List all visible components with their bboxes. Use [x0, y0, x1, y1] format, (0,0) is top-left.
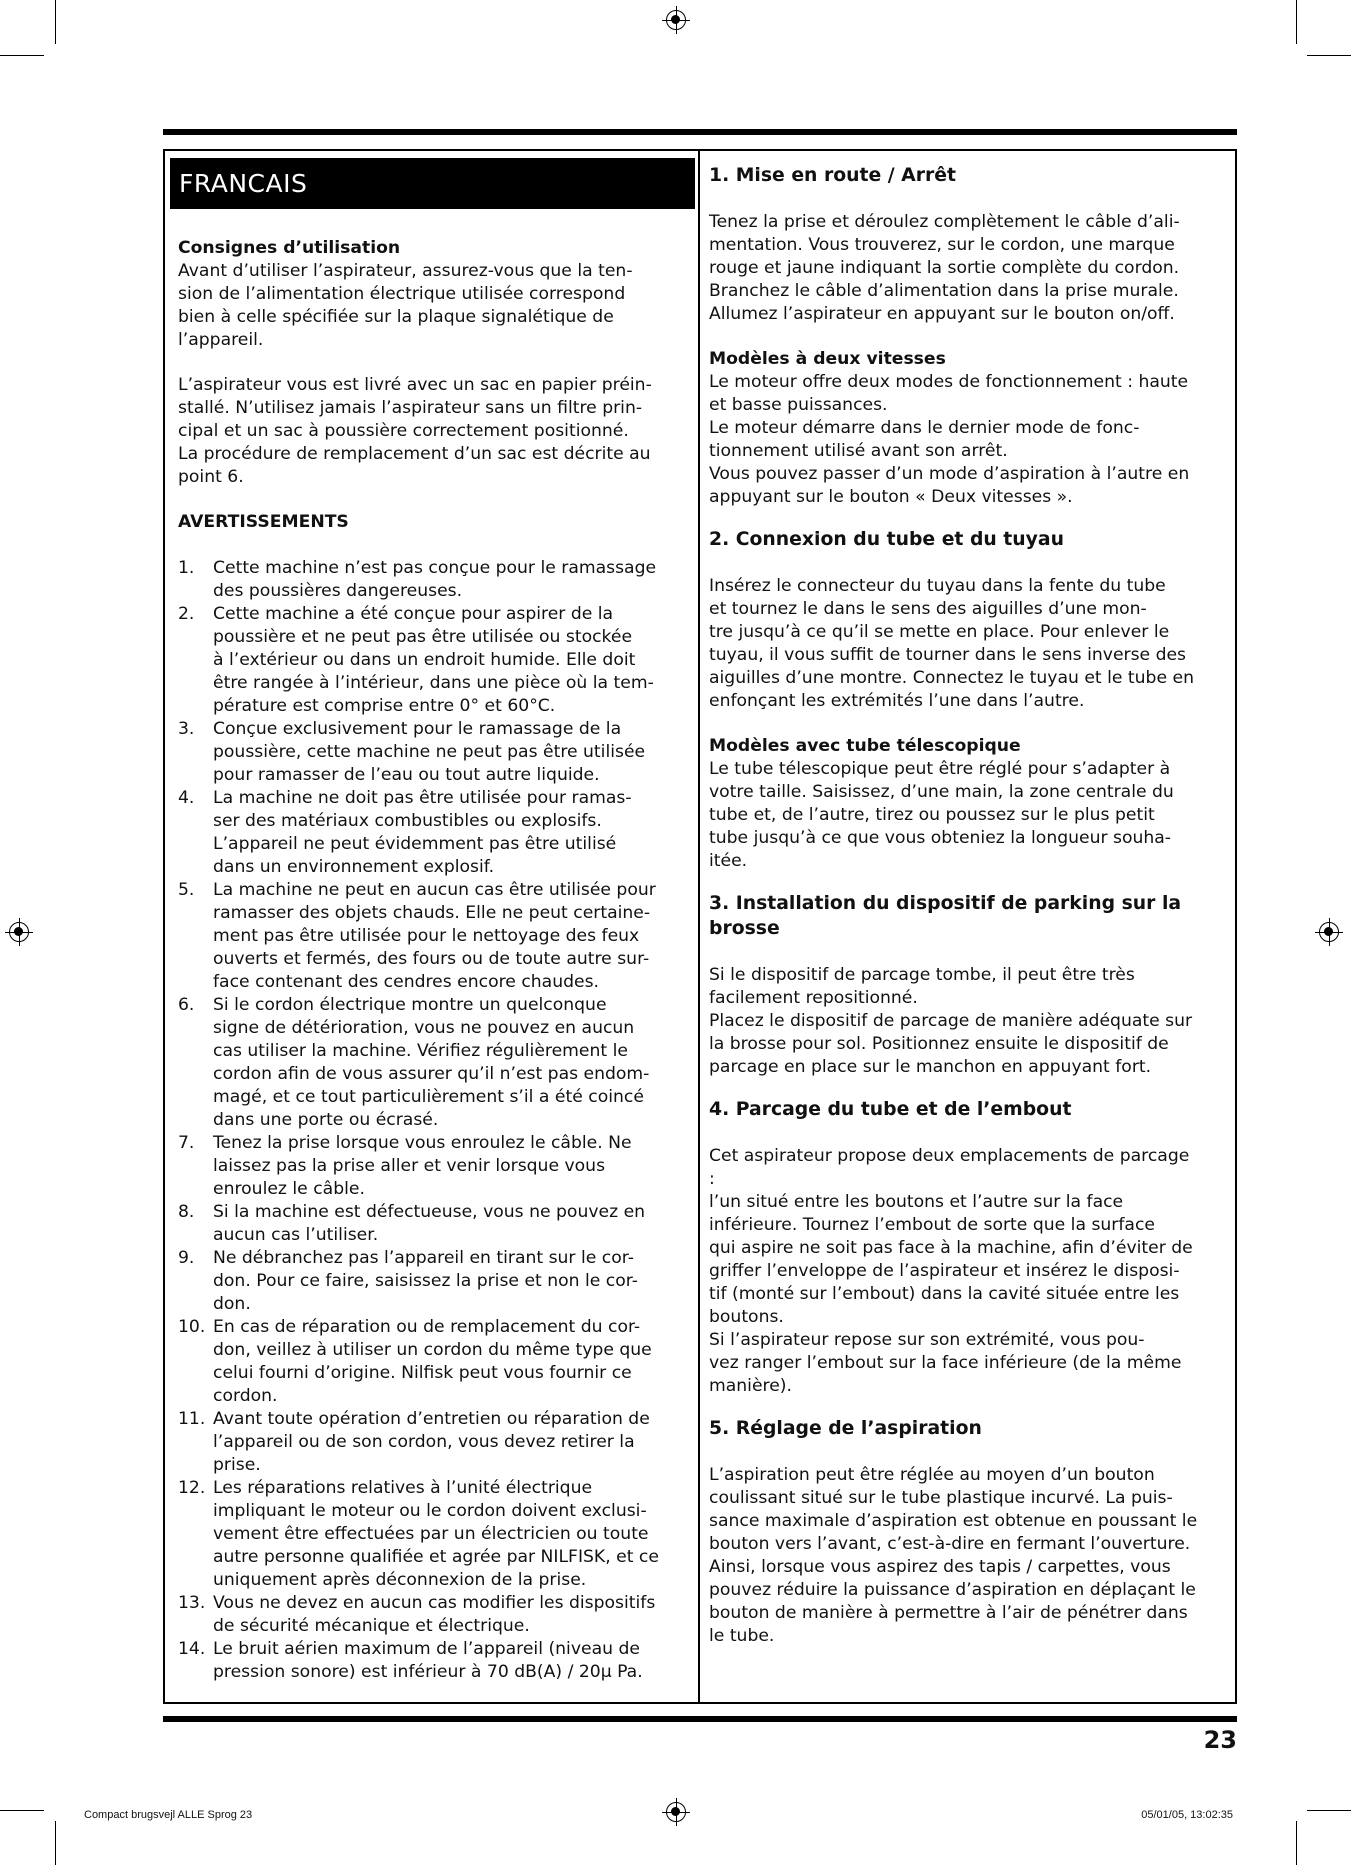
- crop-mark: [1296, 0, 1297, 44]
- warning-item: 14. Le bruit aérien maximum de l’appareil (niveau de pression sonore) est inférieur à 70 dB(A) / 20μ Pa.: [178, 1639, 643, 1682]
- warning-item: 8. Si la machine est défectueuse, vous ne pouvez en aucun cas l’utiliser.: [178, 1202, 646, 1245]
- page-number: 23: [1203, 1726, 1237, 1754]
- warnings-title: AVERTISSEMENTS: [178, 512, 349, 532]
- right-column: [709, 163, 1229, 1666]
- consignes-title: Consignes d’utilisation: [178, 238, 401, 258]
- warning-item: 12. Les réparations relatives à l’unité électrique impliquant le moteur ou le cordon doivent exclusi- vement être effectuées par un électricien ou toute autre personne qualifiée et agrée par NILFISK, et ce uniquement après déconnexion de la prise.: [178, 1478, 659, 1590]
- crop-mark: [55, 1821, 56, 1865]
- crop-mark: [1307, 1810, 1351, 1811]
- crop-mark: [0, 55, 44, 56]
- column-divider: [698, 149, 700, 1704]
- section-2-subtext: Le tube télescopique peut être réglé pour s’adapter à votre taille. Saisissez, d’une main, la zone centrale du tube et, de l’autre, tirez ou poussez sur le plus petit tube jusqu’à ce que vous obteniez la longueur souha- itée.: [709, 759, 1174, 871]
- warning-item: 3. Conçue exclusivement pour le ramassage de la poussière, cette machine ne peut pas être utilisée pour ramasser de l’eau ou tout autre liquide.: [178, 719, 646, 785]
- section-2-subtitle: Modèles avec tube télescopique: [709, 736, 1021, 756]
- warnings-list: [178, 557, 686, 1684]
- left-column: [178, 237, 686, 1684]
- section-1-subtext: Le moteur offre deux modes de fonctionnement : haute et basse puissances. Le moteur démarre dans le dernier mode de fonc- tionnement utilisé avant son arrêt. Vous pouvez passer d’un mode d’aspiration à l’autre en appuyant sur le bouton « Deux vitesses ».: [709, 372, 1190, 507]
- section-3-title: 3. Installation du dispositif de parking sur la brosse: [709, 893, 1182, 939]
- crop-mark: [1307, 55, 1351, 56]
- registration-mark-icon: [9, 922, 29, 942]
- registration-mark-icon: [1319, 922, 1339, 942]
- registration-mark-icon: [666, 1802, 686, 1822]
- section-1: [709, 163, 1229, 509]
- sac-text: L’aspirateur vous est livré avec un sac en papier préin- stallé. N’utilisez jamais l’aspirateur sans un filtre prin- cipal et un sac à poussière correctement positionné. La procédure de remplacement d’un sac est décrite au point 6.: [178, 375, 652, 487]
- warning-item: 1. Cette machine n’est pas conçue pour le ramassage des poussières dangereuses.: [178, 558, 657, 601]
- section-4: [709, 1097, 1229, 1398]
- warning-item: 10. En cas de réparation ou de remplacement du cor- don, veillez à utiliser un cordon du même type que celui fourni d’origine. Nilfisk peut vous fournir ce cordon.: [178, 1317, 652, 1406]
- consignes-text: Avant d’utiliser l’aspirateur, assurez-vous que la ten- sion de l’alimentation électrique utilisée correspond bien à celle spécifiée sur la plaque signalétique de l’appareil.: [178, 261, 633, 350]
- section-3-text: Si le dispositif de parcage tombe, il peut être très facilement repositionné. Placez le dispositif de parcage de manière adéquate sur la brosse pour sol. Positionnez ensuite le dispositif de parcage en place sur le manchon en appuyant fort.: [709, 965, 1193, 1077]
- warning-item: 4. La machine ne doit pas être utilisée pour ramas- ser des matériaux combustibles ou explosifs. L’appareil ne peut évidemment pas être utilisé dans un environnement explosif.: [178, 788, 632, 877]
- registration-mark-icon: [666, 10, 686, 30]
- top-rule: [163, 129, 1237, 135]
- warning-item: 13. Vous ne devez en aucun cas modifier les dispositifs de sécurité mécanique et électrique.: [178, 1593, 656, 1636]
- section-1-text: Tenez la prise et déroulez complètement le câble d’ali- mentation. Vous trouverez, sur le cordon, une marque rouge et jaune indiquant la sortie complète du cordon. Branchez le câble d’alimentation dans la prise murale. Allumez l’aspirateur en appuyant sur le bouton on/off.: [709, 212, 1180, 324]
- warning-item: 2. Cette machine a été conçue pour aspirer de la poussière et ne peut pas être utilisée ou stockée à l’extérieur ou dans un endroit humide. Elle doit être rangée à l’intérieur, dans une pièce où la tem- pérature est comprise entre 0° et 60°C.: [178, 604, 654, 716]
- section-5-text: L’aspiration peut être réglée au moyen d’un bouton coulissant situé sur le tube plastique incurvé. La puis- sance maximale d’aspiration est obtenue en poussant le bouton vers l’avant, c’est-à-dire en fermant l’ouverture. Ainsi, lorsque vous aspirez des tapis / carpettes, vous pouvez réduire la puissance d’aspiration en déplaçant le bouton de manière à permettre à l’air de pénétrer dans le tube.: [709, 1465, 1198, 1646]
- crop-mark: [0, 1810, 44, 1811]
- section-1-subtitle: Modèles à deux vitesses: [709, 349, 946, 369]
- section-2-text: Insérez le connecteur du tuyau dans la fente du tube et tournez le dans le sens des aiguilles d’une mon- tre jusqu’à ce qu’il se mette en place. Pour enlever le tuyau, il vous suffit de tourner dans le sens inverse des aiguilles d’une montre. Connectez le tuyau et le tube en enfonçant les extrémités l’une dans l’autre.: [709, 576, 1194, 711]
- section-5-title: 5. Réglage de l’aspiration: [709, 1418, 982, 1439]
- crop-mark: [55, 0, 56, 44]
- warning-item: 7. Tenez la prise lorsque vous enroulez le câble. Ne laissez pas la prise aller et venir lorsque vous enroulez le câble.: [178, 1133, 632, 1199]
- crop-mark: [1296, 1821, 1297, 1865]
- footer-timestamp: 05/01/05, 13:02:35: [1141, 1809, 1233, 1821]
- warning-item: 6. Si le cordon électrique montre un quelconque signe de détérioration, vous ne pouvez en aucun cas utiliser la machine. Vérifiez régulièrement le cordon afin de vous assurer qu’il n’est pas endom- magé, et ce tout particulièrement s’il a été coincé dans une porte ou écrasé.: [178, 995, 650, 1130]
- section-4-title: 4. Parcage du tube et de l’embout: [709, 1099, 1072, 1120]
- section-2-title: 2. Connexion du tube et du tuyau: [709, 529, 1064, 550]
- section-4-text: Cet aspirateur propose deux emplacements de parcage : l’un situé entre les boutons et l’autre sur la face inférieure. Tournez l’embout de sorte que la surface qui aspire ne soit pas face à la machine, afin d’éviter de griffer l’enveloppe de l’aspirateur et insérez le disposi- tif (monté sur l’embout) dans la cavité située entre les boutons. Si l’aspirateur repose sur son extrémité, vous pou- vez ranger l’embout sur la face inférieure (de la même manière).: [709, 1146, 1193, 1396]
- section-3: [709, 891, 1229, 1079]
- section-5: [709, 1416, 1229, 1648]
- warning-item: 5. La machine ne peut en aucun cas être utilisée pour ramasser des objets chauds. Elle ne peut certaine- ment pas être utilisée pour le nettoyage des feux ouverts et fermés, des fours ou de toute autre sur- face contenant des cendres encore chaudes.: [178, 880, 656, 992]
- warning-item: 9. Ne débranchez pas l’appareil en tirant sur le cor- don. Pour ce faire, saisissez la prise et non le cor- don.: [178, 1248, 638, 1314]
- footer-file-info: Compact brugsvejl ALLE Sprog 23: [84, 1809, 253, 1821]
- warning-item: 11. Avant toute opération d’entretien ou réparation de l’appareil ou de son cordon, vous devez retirer la prise.: [178, 1409, 650, 1475]
- section-2: [709, 527, 1229, 873]
- section-1-title: 1. Mise en route / Arrêt: [709, 165, 956, 186]
- language-banner: FRANCAIS: [170, 158, 695, 209]
- bottom-rule: [163, 1716, 1237, 1722]
